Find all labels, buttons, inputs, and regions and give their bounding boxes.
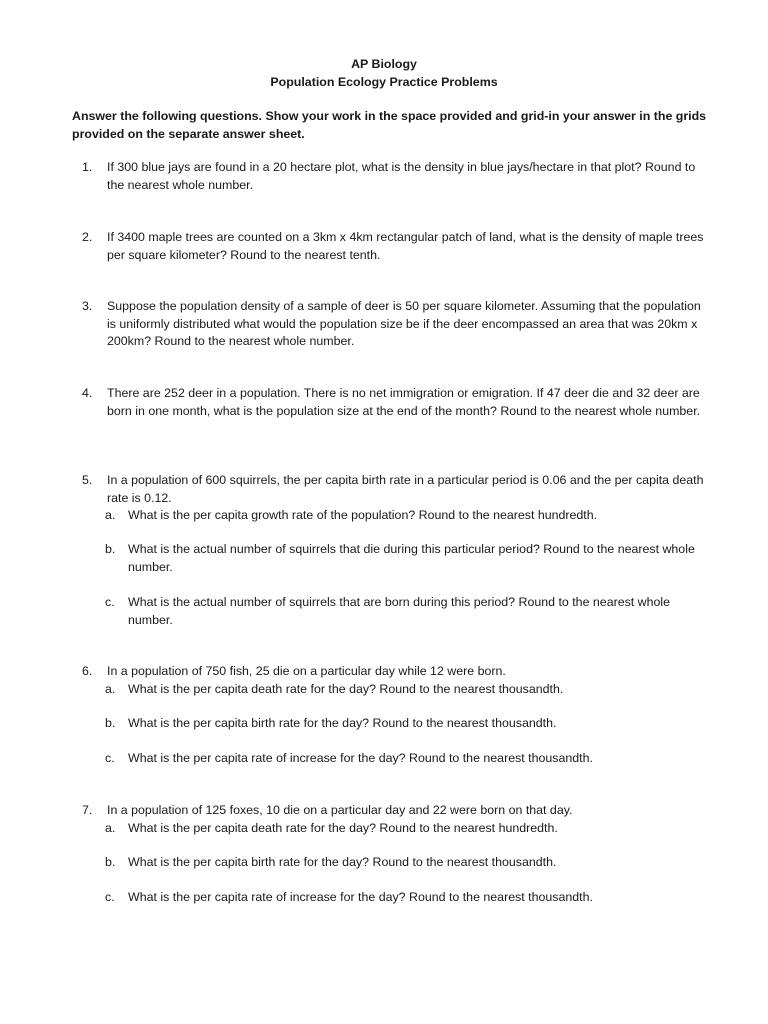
- question-number: 3.: [82, 299, 93, 313]
- question-text: In a population of 125 foxes, 10 die on a particular day and 22 were born on that day.: [107, 803, 573, 817]
- question-6b: [105, 715, 705, 733]
- question-text: There are 252 deer in a population. There is no net immigration or emigration. If 47 deer die and 32 deer are born in one month, what is the population size at the end of the month? Round to the nearest whole number.: [107, 386, 701, 418]
- question-number: 4.: [82, 386, 93, 400]
- question-7b: [105, 854, 705, 872]
- sub-question-letter: b.: [105, 855, 116, 869]
- question-number: 2.: [82, 230, 93, 244]
- sub-question-letter: b.: [105, 716, 116, 730]
- question-number: 6.: [82, 664, 93, 678]
- course-title: AP Biology: [351, 57, 417, 71]
- sub-question-letter: a.: [105, 682, 116, 696]
- question-number: 5.: [82, 473, 93, 487]
- question-5a: [105, 507, 705, 525]
- sub-question-text: What is the per capita birth rate for the day? Round to the nearest thousandth.: [128, 855, 557, 869]
- question-6c: [105, 750, 705, 768]
- question-1: [72, 159, 712, 194]
- sub-question-text: What is the per capita death rate for the day? Round to the nearest hundredth.: [128, 821, 558, 835]
- question-5: [72, 472, 712, 507]
- question-number: 7.: [82, 803, 93, 817]
- sub-question-text: What is the per capita rate of increase for the day? Round to the nearest thousandth.: [128, 890, 593, 904]
- question-text: If 3400 maple trees are counted on a 3km x 4km rectangular patch of land, what is the density of maple trees per square kilometer? Round to the nearest tenth.: [107, 230, 704, 262]
- sub-question-letter: c.: [105, 890, 115, 904]
- question-7c: [105, 889, 705, 907]
- question-number: 1.: [82, 160, 93, 174]
- sub-question-text: What is the per capita birth rate for the day? Round to the nearest thousandth.: [128, 716, 557, 730]
- question-5c: [105, 594, 705, 629]
- question-7: [72, 802, 712, 820]
- question-6: [72, 663, 712, 681]
- question-text: In a population of 750 fish, 25 die on a particular day while 12 were born.: [107, 664, 506, 678]
- instructions: Answer the following questions. Show your work in the space provided and grid-in your answer in the grids provided on the separate answer sheet.: [72, 109, 707, 141]
- sub-question-text: What is the actual number of squirrels that die during this particular period? Round to the nearest whole number.: [128, 542, 695, 574]
- worksheet-title: Population Ecology Practice Problems: [270, 75, 498, 89]
- sub-question-text: What is the per capita death rate for the day? Round to the nearest thousandth.: [128, 682, 564, 696]
- question-text: If 300 blue jays are found in a 20 hectare plot, what is the density in blue jays/hectare in that plot? Round to the nearest whole number.: [107, 160, 696, 192]
- sub-question-letter: a.: [105, 821, 116, 835]
- question-text: In a population of 600 squirrels, the per capita birth rate in a particular period is 0.06 and the per capita death rate is 0.12.: [107, 473, 704, 505]
- question-text: Suppose the population density of a sample of deer is 50 per square kilometer. Assuming that the population is uniformly distributed what would the population size be if the deer encompassed an area that was 20km x 200km? Round to the nearest whole number.: [107, 299, 701, 348]
- sub-question-text: What is the per capita rate of increase for the day? Round to the nearest thousandth.: [128, 751, 593, 765]
- question-3: [72, 298, 712, 351]
- question-5b: [105, 541, 705, 576]
- sub-question-text: What is the actual number of squirrels that are born during this period? Round to the nearest whole number.: [128, 595, 671, 627]
- question-2: [72, 229, 712, 264]
- sub-question-letter: b.: [105, 542, 116, 556]
- document-header: [0, 55, 768, 91]
- question-7a: [105, 820, 705, 838]
- sub-question-letter: c.: [105, 751, 115, 765]
- question-6a: [105, 681, 705, 699]
- sub-question-text: What is the per capita growth rate of the population? Round to the nearest hundredth.: [128, 508, 598, 522]
- sub-question-letter: a.: [105, 508, 116, 522]
- question-4: [72, 385, 712, 420]
- sub-question-letter: c.: [105, 595, 115, 609]
